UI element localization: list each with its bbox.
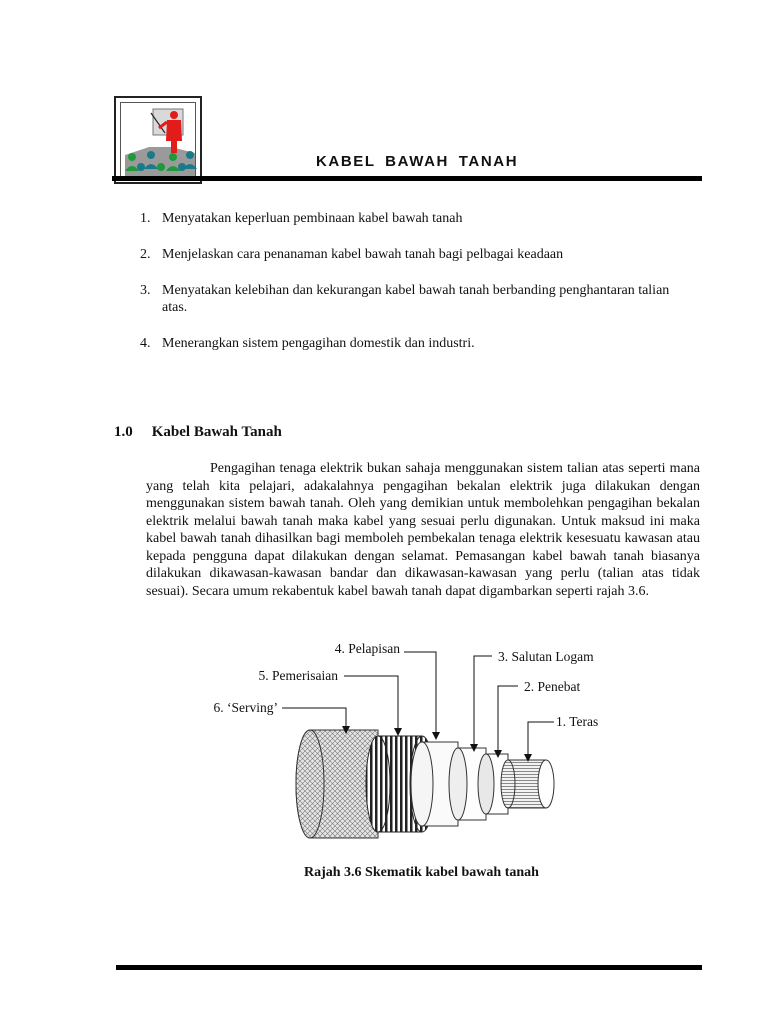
- footer-divider: [116, 965, 702, 970]
- header-divider: [112, 176, 702, 181]
- section-title: Kabel Bawah Tanah: [151, 424, 282, 440]
- list-item: [140, 335, 700, 352]
- label-metal-sheath: 3. Salutan Logam: [498, 649, 594, 664]
- label-bedding: 4. Pelapisan: [334, 641, 400, 656]
- list-item: [140, 210, 700, 227]
- page-title: KABEL BAWAH TANAH: [316, 153, 519, 170]
- list-item-number: 3.: [140, 283, 151, 298]
- list-item: [140, 246, 700, 263]
- list-item-number: 4.: [140, 336, 151, 351]
- header-logo: [114, 96, 202, 184]
- list-item-number: 1.: [140, 211, 151, 226]
- list-item: [140, 282, 682, 316]
- list-item-number: 2.: [140, 247, 151, 262]
- figure-caption: Rajah 3.6 Skematik kabel bawah tanah: [304, 865, 539, 880]
- core-conductor: [501, 760, 554, 808]
- body-paragraph: Pengagihan tenaga elektrik bukan sahaja menggunakan sistem talian atas seperti mana yang telah kita pelajari, adakalahnya pengagihan bekalan elektrik juga dilakukan dengan menggunakan sistem bawah tanah. Oleh yang demikian untuk membolehkan pengagihan bekalan elektrik melalui bawah tanah maka kabel yang sesuai perlu digunakan. Untuk maksud ini maka kabel bawah tanah dihasilkan bagi memboleh pembekalan tenaga elektrik kesesuatu kawasan atau kepada pengguna dapat dilakukan dengan selamat. Pemasangan kabel bawah tanah biasanya dilakukan dikawasan-kawasan bandar dan dikawasan-kawasan yang perlu (talian atas tidak sesuai). Secara umum rekabentuk kabel bawah tanah dapat digambarkan seperti rajah 3.6.: [146, 461, 700, 599]
- label-armour: 5. Pemerisaian: [258, 668, 338, 683]
- presenter-classroom-icon: [120, 102, 196, 178]
- label-serving: 6. ‘Serving’: [213, 700, 278, 715]
- list-item-text: Menyatakan keperluan pembinaan kabel bawah tanah: [162, 211, 463, 226]
- list-item-text: Menerangkan sistem pengagihan domestik dan industri.: [162, 336, 475, 351]
- label-insulation: 2. Penebat: [524, 679, 581, 694]
- list-item-text: Menjelaskan cara penanaman kabel bawah tanah bagi pelbagai keadaan: [162, 247, 564, 262]
- section-heading: [114, 424, 282, 441]
- cable-diagram: [200, 636, 620, 844]
- label-core: 1. Teras: [556, 714, 599, 729]
- list-item-text: Menyatakan kelebihan dan kekurangan kabel bawah tanah berbanding penghantaran talian atas.: [162, 283, 670, 315]
- objectives-list: [140, 210, 700, 371]
- section-number: 1.0: [114, 424, 133, 440]
